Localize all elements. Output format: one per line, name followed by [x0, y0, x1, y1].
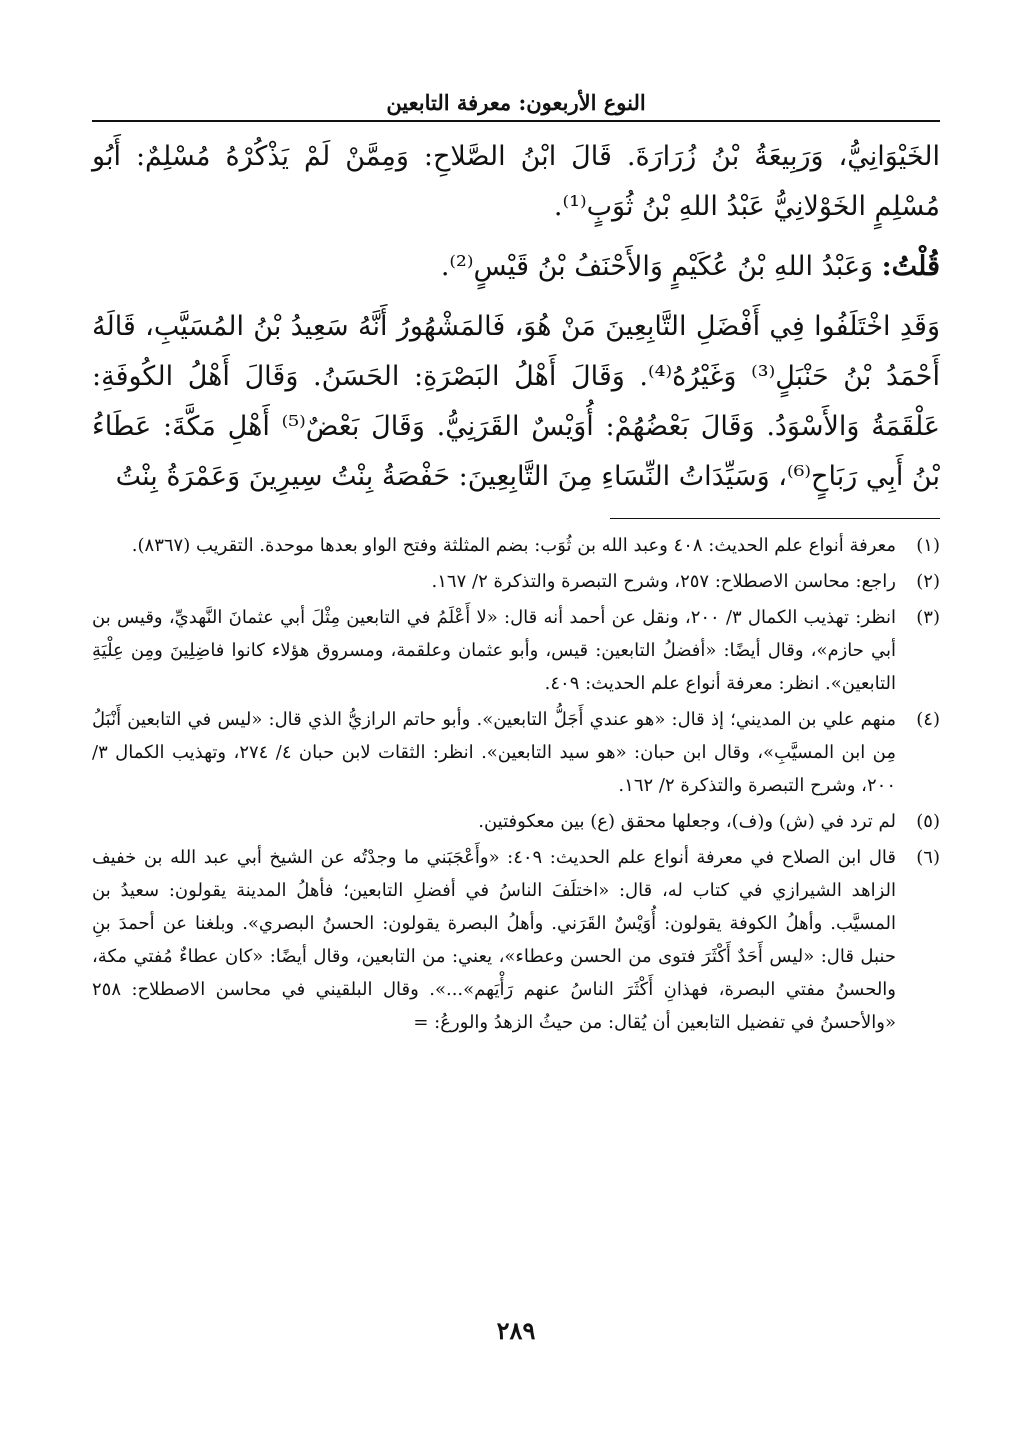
footnote-text: لم ترد في (ش) و(ف)، وجعلها محقق (ع) بين معكوفتين.: [478, 811, 896, 832]
footnote: [92, 565, 940, 598]
footnote: [92, 841, 940, 1039]
footnote-number: (٥): [916, 811, 940, 832]
footnote: [92, 703, 940, 802]
footnote: [92, 805, 940, 838]
footnote: [92, 529, 940, 562]
footnote: [92, 601, 940, 700]
qultu-label: قُلْتُ:: [881, 251, 940, 282]
footnote-number: (٣): [916, 607, 940, 628]
footnote-number: (٢): [916, 571, 940, 592]
footnote-text: انظر: تهذيب الكمال ٣/ ٢٠٠، ونقل عن أحمد أنه قال: «لا أَعْلَمُ في التابعين مِثْلَ أبي عثمانَ النَّهديِّ، وقيس بن أبي حازم»، وقال أيضًا: «أفضلُ التابعين: قيس، وأبو عثمان وعلقمة، ومسروق هؤلاء كانوا فاضِلِينَ ومِن عِلْيَةِ التابعين». انظر: معرفة أنواع علم الحديث: ٤٠٩.: [92, 607, 896, 694]
footnote-text: منهم علي بن المديني؛ إذ قال: «هو عندي أَجَلُّ التابعين». وأبو حاتم الرازيُّ الذي قال: «ليس في التابعين أَنْبَلُ مِن ابن المسيَّبِ»، وقال ابن حبان: «هو سيد التابعين». انظر: الثقات لابن حبان ٤/ ٢٧٤، وتهذيب الكمال ٣/ ٢٠٠، وشرح التبصرة والتذكرة ٢/ ١٦٢.: [92, 709, 896, 796]
footnotes: [92, 529, 940, 1039]
page: [92, 86, 940, 1376]
footnote-text: قال ابن الصلاح في معرفة أنواع علم الحديث: ٤٠٩: «وأَعْجَبَني ما وجدْتُه عن الشيخ أبي عبد الله بن خفيف الزاهد الشيرازي في كتاب له، قال: «اختلَفَ الناسُ في أفضلِ التابعين؛ فأهلُ المدينة يقولون: سعيدُ بن المسيَّب. وأهلُ الكوفة يقولون: أُوَيْسٌ القَرَني. وأهلُ البصرة يقولون: الحسنُ البصري». وبلغنا عن أحمدَ بنِ حنبل قال: «ليس أَحَدٌ أَكْثَرَ فتوى من الحسن وعطاء»، يعني: من التابعين، وقال أيضًا: «كان عطاءٌ مُفتي مكة، والحسنُ مفتي البصرة، فهذانِ أَكْثَرَ الناسُ عنهم رَأْيَهم»...». وقال البلقيني في محاسن الاصطلاح: ٢٥٨ «والأحسنُ في تفضيل التابعين أن يُقال: من حيثُ الزهدُ والورعُ: =: [92, 847, 896, 1033]
paragraph-2: [92, 242, 940, 292]
footnote-text: معرفة أنواع علم الحديث: ٤٠٨ وعبد الله بن ثُوَب: بضم المثلثة وفتح الواو بعدها موحدة. التقريب (٨٣٦٧).: [131, 535, 896, 556]
footnote-number: (٤): [916, 709, 940, 730]
footnote-number: (١): [916, 535, 940, 556]
footnote-separator: [610, 518, 940, 519]
footnote-text: راجع: محاسن الاصطلاح: ٢٥٧، وشرح التبصرة والتذكرة ٢/ ١٦٧.: [431, 571, 896, 592]
paragraph-1: الخَيْوَانِيُّ، وَرَبِيعَةُ بْنُ زُرَارَةَ. قَالَ ابْنُ الصَّلاحِ: وَمِمَّنْ لَمْ يَذْكُرْهُ مُسْلِمٌ: أَبُو مُسْلِمٍ الخَوْلانِيُّ عَبْدُ اللهِ بْنُ ثُوَبٍ⁽¹⁾.: [92, 141, 940, 222]
paragraph-3: وَقَدِ اخْتَلَفُوا فِي أَفْضَلِ التَّابِعِينَ مَنْ هُوَ، فَالمَشْهُورُ أَنَّهُ سَعِيدُ بْنُ المُسَيَّبِ، قَالَهُ أَحْمَدُ بْنُ حَنْبَلٍ⁽³⁾ وَغَيْرُهُ⁽⁴⁾. وَقَالَ أَهْلُ البَصْرَةِ: الحَسَنُ. وَقَالَ أَهْلُ الكُوفَةِ: عَلْقَمَةُ وَالأَسْوَدُ. وَقَالَ بَعْضُهُمْ: أُوَيْسٌ القَرَنِيُّ. وَقَالَ بَعْضٌ⁽⁵⁾ أَهْلِ مَكَّةَ: عَطَاءُ بْنُ أَبِي رَبَاحٍ⁽⁶⁾، وَسَيِّدَاتُ النِّسَاءِ مِنَ التَّابِعِينَ: حَفْصَةُ بِنْتُ سِيرِينَ وَعَمْرَةُ بِنْتُ: [92, 311, 940, 492]
page-number: ٢٨٩: [496, 1316, 536, 1345]
footnote-number: (٦): [916, 847, 940, 868]
main-text: [92, 132, 940, 502]
running-header: [92, 86, 940, 122]
chapter-title: النوع الأربعون: معرفة التابعين: [386, 90, 646, 115]
paragraph-2-text: وَعَبْدُ اللهِ بْنُ عُكَيْمٍ وَالأَحْنَفُ بْنُ قَيْسٍ⁽²⁾.: [440, 251, 882, 282]
